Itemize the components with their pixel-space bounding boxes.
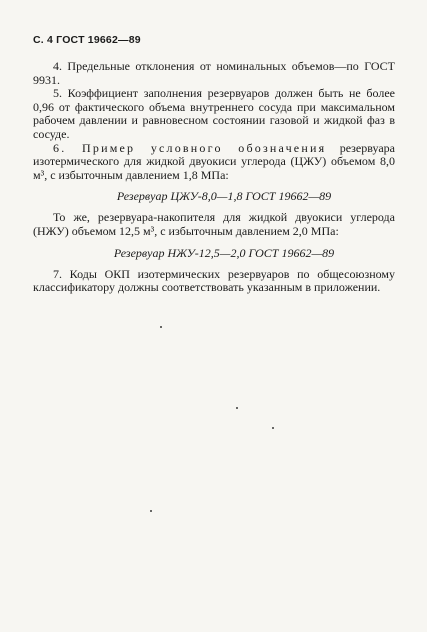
page-header: С. 4 ГОСТ 19662—89 xyxy=(33,34,141,46)
paragraph-6 xyxy=(33,142,395,183)
scan-speck xyxy=(236,407,238,409)
paragraph-6-rest: резервуара изотермического для жидкой двуокиси углерода (ЦЖУ) объемом 8,0 м³, с избыточным давлением 1,8 МПа: xyxy=(33,140,395,182)
designation-example-1: Резервуар ЦЖУ-8,0—1,8 ГОСТ 19662—89 xyxy=(116,189,332,204)
document-body xyxy=(33,60,395,295)
paragraph-6-lead: 6. Пример условного обозначения xyxy=(53,140,327,155)
paragraph-7: 7. Коды ОКП изотермических резервуаров по общесоюзному классификатору должны соответствовать указанным в приложении. xyxy=(33,266,395,295)
scan-speck xyxy=(272,427,274,429)
scan-speck xyxy=(150,510,152,512)
paragraph-5: 5. Коэффициент заполнения резервуаров должен быть не более 0,96 от фактического объема внутреннего сосуда при максимальном рабочем давлении и равновесном состоянии газовой и жидкой фаз в сосуде. xyxy=(33,86,395,141)
scan-speck xyxy=(160,326,162,328)
paragraph-same: То же, резервуара-накопителя для жидкой двуокиси углерода (НЖУ) объемом 12,5 м³, с избыточным давлением 2,0 МПа: xyxy=(33,210,395,238)
paragraph-4: 4. Предельные отклонения от номинальных объемов—по ГОСТ 9931. xyxy=(33,59,395,87)
designation-example-2: Резервуар НЖУ-12,5—2,0 ГОСТ 19662—89 xyxy=(113,245,335,260)
